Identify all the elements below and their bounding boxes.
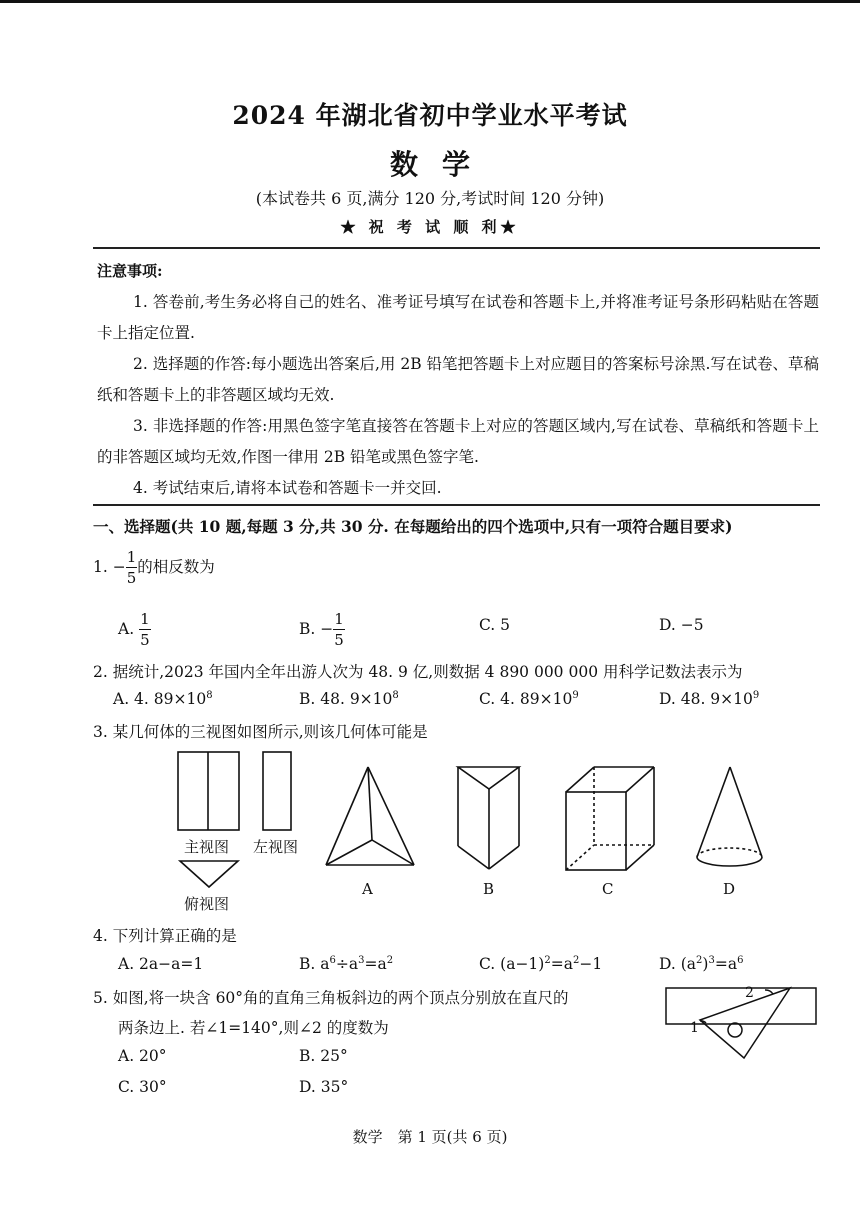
figure-c-cuboid	[566, 767, 654, 870]
question-5-line-1: 5. 如图,将一块含 60°角的直角三角板斜边的两个顶点分别放在直尺的	[93, 989, 569, 1007]
q5-option-a: A. 20°	[118, 1047, 167, 1065]
divider-top	[93, 247, 820, 249]
front-view-shape	[178, 752, 239, 830]
q4-option-c: C. $(a-1)^2=a^2-1$	[479, 955, 603, 974]
figure-a-pyramid	[326, 767, 414, 865]
figure-b-label: B	[483, 880, 495, 898]
angle-2-label: 2	[745, 985, 754, 1001]
q1-option-d: D. −5	[659, 616, 704, 634]
question-number: 1.	[93, 558, 108, 576]
left-view-label: 左视图	[253, 838, 299, 856]
q4-option-b: B. $a^6\div a^3=a^2$	[299, 955, 394, 974]
q2-option-a: A. 4. $89\times 10^8$	[113, 690, 213, 709]
angle-2-arc	[765, 990, 773, 994]
top-border-line	[0, 0, 860, 3]
note-item-3: 3. 非选择题的作答:用黑色签字笔直接答在答题卡上对应的答题区域内,写在试卷、草稿纸和答题卡上的非答题区域均无效,作图一律用 2B 铅笔或黑色签字笔.	[97, 417, 819, 466]
exam-info: (本试卷共 6 页,满分 120 分,考试时间 120 分钟)	[255, 189, 605, 208]
question-1	[93, 550, 215, 586]
subject-title: 数学	[389, 148, 494, 181]
top-view-label: 俯视图	[184, 895, 230, 913]
front-view-label: 主视图	[184, 838, 230, 856]
figure-d-cone	[697, 767, 762, 866]
note-item-1: 1. 答卷前,考生务必将自己的姓名、准考证号填写在试卷和答题卡上,并将准考证号条形码粘贴在答题卡上指定位置.	[97, 293, 819, 342]
divider-bottom	[93, 504, 820, 506]
section-heading: 一、选择题(共 10 题,每题 3 分,共 30 分. 在每题给出的四个选项中,只有一项符合题目要求)	[93, 517, 733, 536]
figure-a-label: A	[362, 880, 373, 898]
figure-b-prism	[458, 767, 519, 869]
q5-option-d: D. 35°	[299, 1078, 349, 1096]
notes-title: 注意事项:	[97, 262, 163, 280]
note-item-4: 4. 考试结束后,请将本试卷和答题卡一并交回.	[133, 479, 442, 497]
good-luck-line: ★ 祝 考 试 顺 利★	[340, 218, 520, 236]
triangle-hole	[728, 1023, 742, 1037]
question-3: 3. 某几何体的三视图如图所示,则该几何体可能是	[93, 723, 428, 741]
figure-c-label: C	[602, 880, 614, 898]
page-footer: 数学 第 1 页(共 6 页)	[352, 1128, 508, 1146]
q5-option-c: C. 30°	[118, 1078, 167, 1096]
q2-option-d: D. 48. $9\times 10^9$	[659, 690, 760, 709]
angle-1-arc	[700, 1021, 706, 1023]
note-item-2: 2. 选择题的作答:每小题选出答案后,用 2B 铅笔把答题卡上对应题目的答案标号涂黑.写在试卷、草稿纸和答题卡上的非答题区域均无效.	[97, 355, 819, 404]
q1-option-a: A. $\frac{1}{5}$	[118, 610, 150, 649]
q2-option-c: C. 4. $89\times 10^9$	[479, 690, 579, 709]
left-view-shape	[263, 752, 291, 830]
q4-option-a: A. 2a−a=1	[118, 955, 204, 973]
fraction: $\frac{1}{5}$	[126, 548, 137, 587]
question-4: 4. 下列计算正确的是	[93, 927, 237, 945]
q5-option-b: B. 25°	[299, 1047, 348, 1065]
q1-option-c: C. 5	[479, 616, 511, 634]
q4-option-d: D. $(a^2)^3=a^6$	[659, 955, 744, 974]
minus-sign: −	[112, 558, 126, 576]
q1-option-b: B. − $\frac{1}{5}$	[299, 610, 344, 649]
question-5-line-2: 两条边上. 若∠1=140°,则∠2 的度数为	[118, 1019, 389, 1037]
q2-option-b: B. 48. $9\times 10^8$	[299, 690, 399, 709]
ruler-shape	[666, 988, 816, 1024]
top-view-shape	[180, 861, 238, 887]
angle-1-label: 1	[690, 1020, 699, 1036]
figure-d-label: D	[723, 880, 736, 898]
question-2: 2. 据统计,2023 年国内全年出游人次为 48. 9 亿,则数据 4 890 000 000 用科学记数法表示为	[93, 663, 743, 681]
question-text: 的相反数为	[137, 558, 215, 576]
exam-title: 2024 年湖北省初中学业水平考试	[232, 101, 628, 130]
